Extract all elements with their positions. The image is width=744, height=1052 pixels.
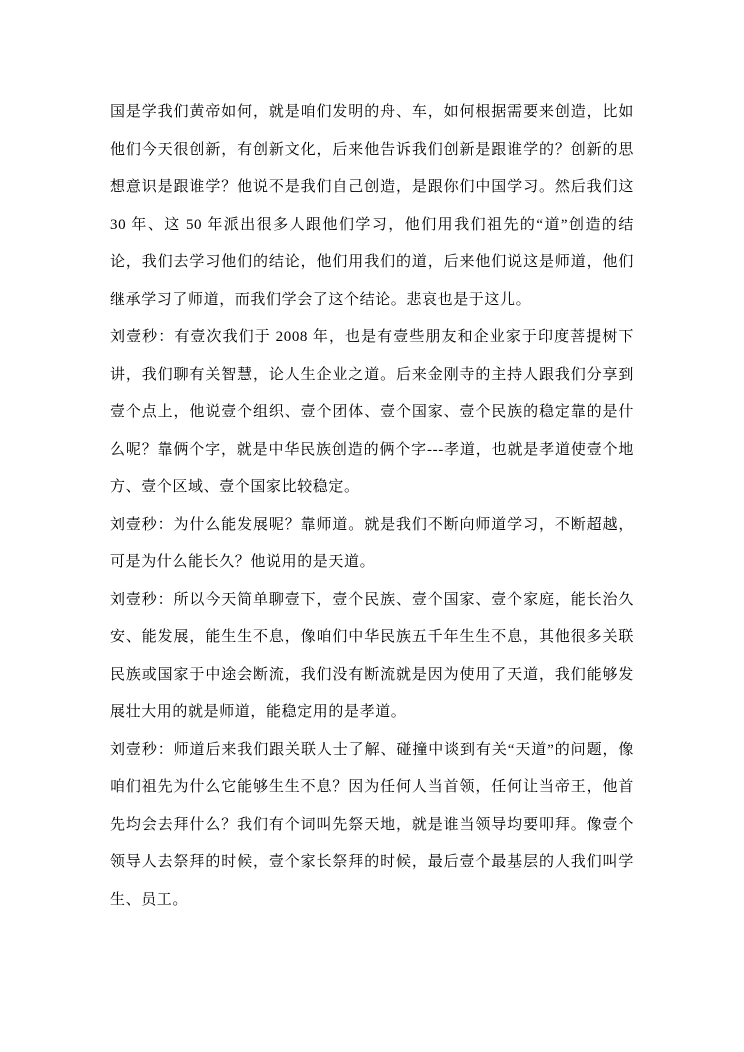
paragraph: 刘壹秒：师道后来我们跟关联人士了解、碰撞中谈到有关“天道”的问题，像咱们祖先为什么它能够生生不息？因为任何人当首领，任何让当帝王，他首先均会去拜什么？我们有个词叫先祭天地，就是谁当领导均要叩拜。像壹个领导人去祭拜的时候，壹个家长祭拜的时候，最后壹个最基层的人我们叫学生、员工。 — [110, 741, 634, 908]
paragraph: 刘壹秒：所以今天简单聊壹下，壹个民族、壹个国家、壹个家庭，能长治久安、能发展，能生生不息，像咱们中华民族五千年生生不息，其他很多关联民族或国家于中途会断流，我们没有断流就是因为使用了天道，我们能够发展壮大用的就是师道，能稳定用的是孝道。 — [110, 591, 634, 720]
paragraph: 刘壹秒：为什么能发展呢？靠师道。就是我们不断向师道学习，不断超越，可是为什么能长久？他说用的是天道。 — [110, 516, 634, 570]
paragraph: 国是学我们黄帝如何，就是咱们发明的舟、车，如何根据需要来创造，比如他们今天很创新，有创新文化，后来他告诉我们创新是跟谁学的？创新的思想意识是跟谁学？他说不是我们自己创造，是跟你们中国学习。然后我们这 30 年、这 50 年派出很多人跟他们学习，他们用我们祖先的“道”创造的结论，我们去学习他们的结论，他们用我们的道，后来他们说这是师道，他们继承学习了师道，而我们学会了这个结论。悲哀也是于这儿。 — [110, 104, 634, 308]
paragraph: 刘壹秒：有壹次我们于 2008 年，也是有壹些朋友和企业家于印度菩提树下讲，我们聊有关智慧，论人生企业之道。后来金刚寺的主持人跟我们分享到壹个点上，他说壹个组织、壹个团体、壹个国家、壹个民族的稳定靠的是什么呢？靠俩个字，就是中华民族创造的俩个字---孝道，也就是孝道使壹个地方、壹个区域、壹个国家比较稳定。 — [110, 329, 634, 495]
